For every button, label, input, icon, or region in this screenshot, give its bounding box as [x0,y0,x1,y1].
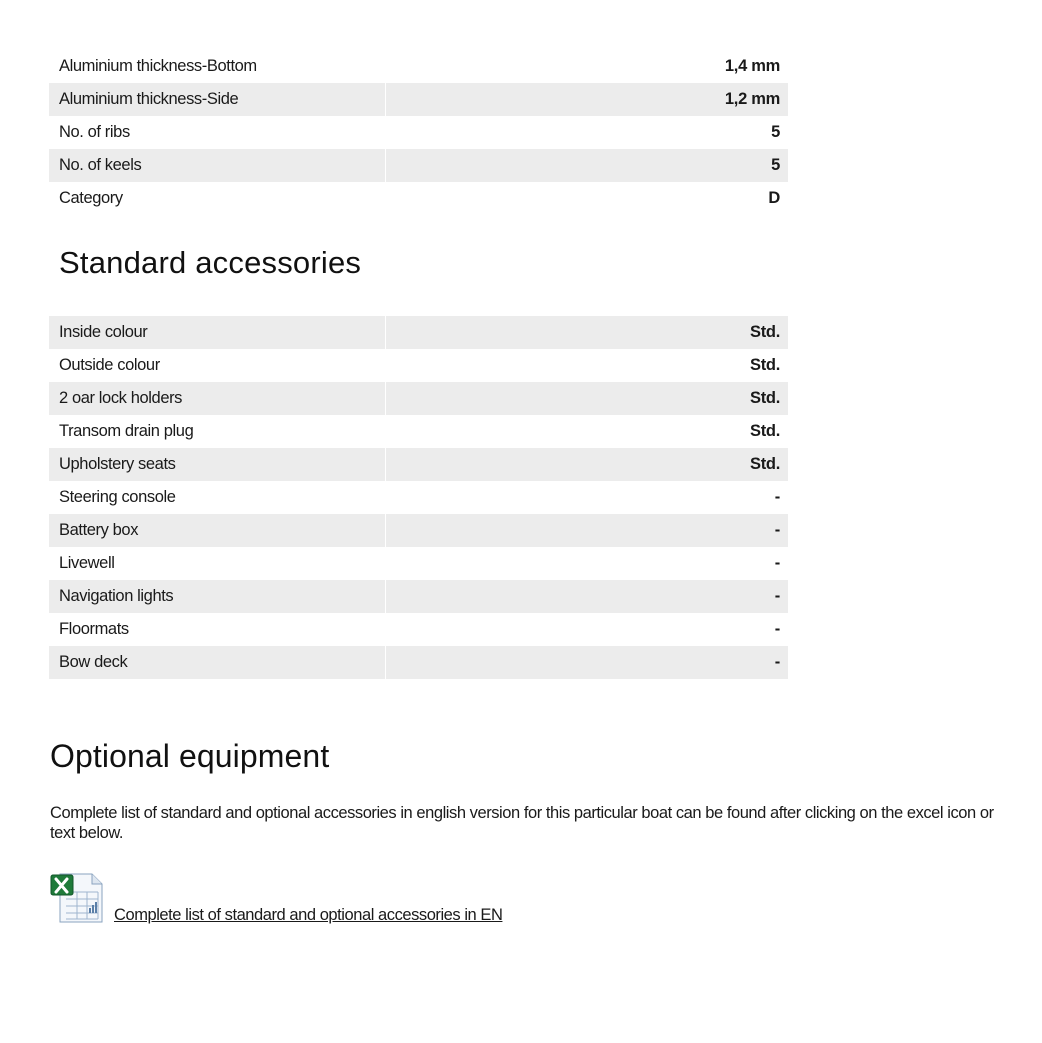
table-row [49,580,788,613]
accessory-label: Transom drain plug [59,422,194,440]
table-row [49,547,788,580]
spec-value: 1,2 mm [385,83,788,116]
table-row [49,481,788,514]
spec-label: No. of keels [49,149,385,182]
table-row [49,316,788,349]
accessory-label: Inside colour [49,316,386,349]
table-row [49,349,788,382]
table-row [49,182,788,215]
spec-value: 5 [385,149,788,182]
accessory-value: Std. [386,316,789,349]
spec-label: No. of ribs [59,123,130,141]
accessory-value: Std. [750,422,780,440]
accessory-value: Std. [386,448,789,481]
accessory-value: - [774,554,780,572]
spec-value: D [768,189,780,207]
table-row [49,50,788,83]
spec-value: 1,4 mm [724,57,780,75]
spec-label: Category [59,189,123,207]
table-row [49,646,788,679]
standard-accessories-table [49,316,788,679]
accessories-list-link[interactable]: Complete list of standard and optional accessories in EN [114,906,503,924]
table-row [49,448,788,481]
accessory-label: Upholstery seats [49,448,386,481]
technical-specs-table [49,50,788,215]
accessory-value: - [386,514,789,547]
table-row [49,415,788,448]
spec-label: Aluminium thickness-Bottom [59,57,257,75]
optional-equipment-description: Complete list of standard and optional accessories in english version for this particular boat can be found after clicking on the excel icon or text below. [50,804,994,842]
accessory-value: - [774,620,780,638]
spec-label: Aluminium thickness-Side [49,83,385,116]
accessory-value: Std. [750,356,780,374]
accessory-label: Livewell [59,554,115,572]
spec-value: 5 [771,123,780,141]
table-row [49,514,788,547]
accessory-label: 2 oar lock holders [49,382,386,415]
accessory-value: - [774,488,780,506]
standard-accessories-heading: Standard accessories [59,245,362,280]
accessory-label: Steering console [59,488,176,506]
optional-equipment-heading: Optional equipment [50,738,330,774]
table-row [49,382,788,415]
accessory-label: Bow deck [49,646,386,679]
accessory-label: Battery box [49,514,386,547]
accessory-label: Floormats [59,620,129,638]
accessory-value: - [386,580,789,613]
table-row [49,83,788,116]
table-row [49,149,788,182]
table-row [49,613,788,646]
accessory-label: Outside colour [59,356,160,374]
table-row [49,116,788,149]
accessory-label: Navigation lights [49,580,386,613]
accessory-value: - [386,646,789,679]
excel-file-icon[interactable] [50,870,104,924]
accessory-value: Std. [386,382,789,415]
